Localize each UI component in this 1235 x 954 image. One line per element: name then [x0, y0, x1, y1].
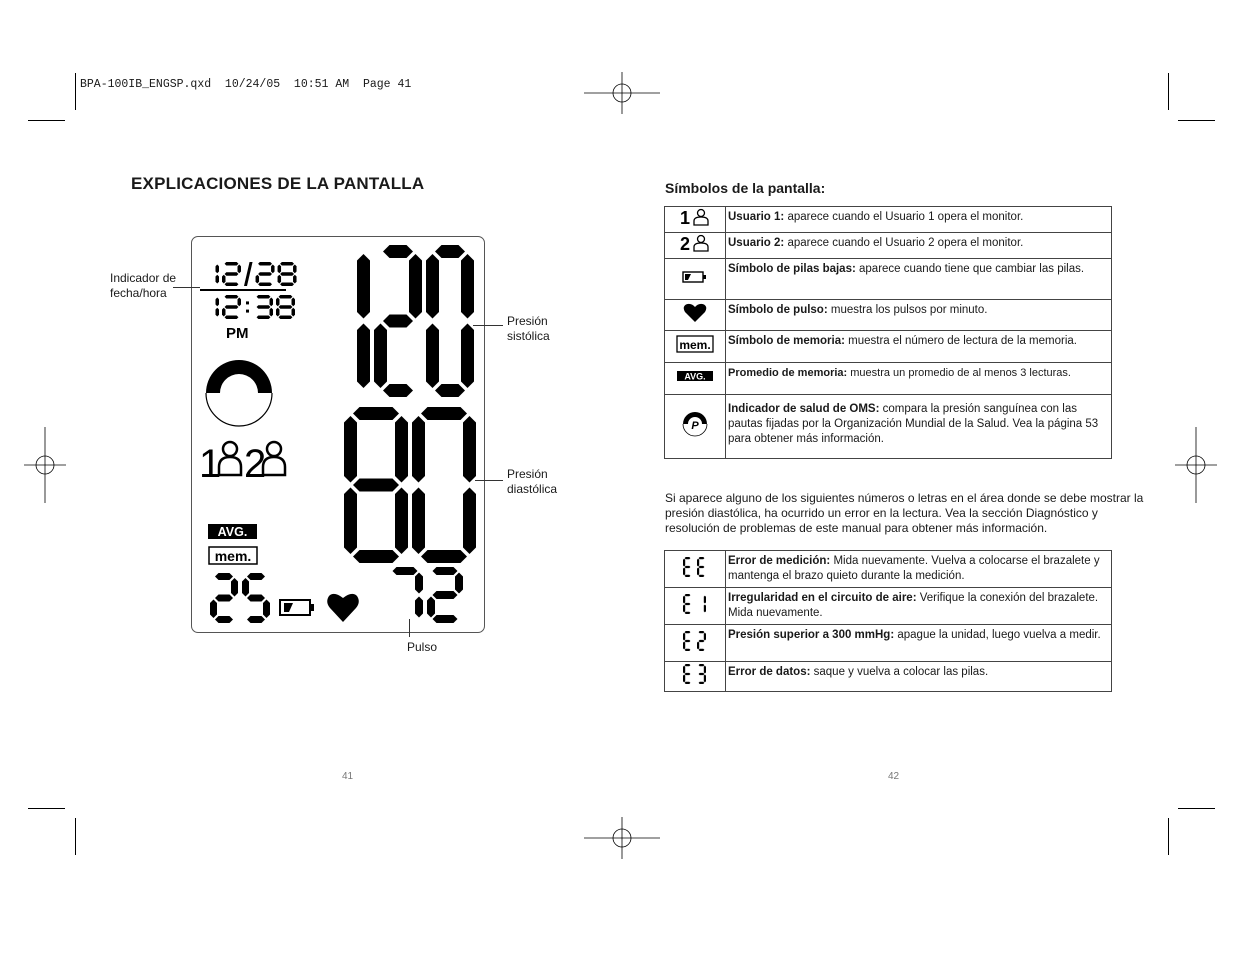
lcd-segment	[461, 324, 474, 389]
lcd-segment	[279, 316, 293, 320]
lcd-segment	[344, 488, 357, 555]
lcd-segment	[463, 416, 476, 483]
lcd-segment	[280, 272, 294, 276]
lcd-colon	[246, 310, 249, 313]
user-1-icon	[678, 208, 712, 226]
lcd-segment	[292, 298, 296, 307]
lcd-segment	[685, 648, 691, 650]
low-battery-icon	[682, 271, 708, 283]
systolic-reading	[357, 245, 474, 397]
error-desc: apague la unidad, luego vuelva a medir.	[894, 629, 1101, 641]
symbol-term: Usuario 2:	[728, 237, 785, 249]
callout-line	[409, 619, 410, 637]
lcd-segment	[697, 558, 699, 566]
lcd-segment	[225, 262, 239, 266]
lcd-segment	[225, 283, 239, 287]
symbol-desc: aparece cuando el Usuario 1 opera el monitor.	[784, 211, 1024, 223]
table-row	[665, 551, 1112, 588]
callout-line	[475, 480, 503, 481]
page-number: 41	[342, 771, 354, 782]
lcd-segment	[463, 488, 476, 555]
lcd-segment	[247, 573, 265, 580]
lcd-segment	[426, 254, 439, 319]
lcd-time	[216, 295, 296, 319]
lcd-segment	[231, 578, 238, 597]
user-2-icon	[678, 234, 712, 252]
lcd-segment	[225, 316, 239, 320]
lcd-segment	[683, 558, 685, 566]
user-icons	[199, 442, 285, 486]
table-row	[665, 259, 1112, 300]
lcd-segment	[258, 283, 272, 287]
svg-text:P: P	[691, 420, 699, 432]
lcd-segment	[685, 673, 691, 675]
lcd-segment	[704, 604, 706, 612]
low-battery-icon	[280, 600, 314, 615]
who-indicator-icon	[206, 360, 272, 426]
lcd-segment	[257, 316, 271, 320]
error-desc: saque y vuelva a colocar las pilas.	[810, 666, 989, 678]
error-code-e1	[680, 592, 710, 616]
lcd-segment	[257, 305, 271, 309]
lcd-segment	[270, 298, 274, 307]
page-title: EXPLICACIONES DE LA PANTALLA	[131, 174, 425, 193]
user-1-icon	[219, 442, 241, 475]
table-row	[665, 233, 1112, 259]
lcd-segment	[685, 682, 691, 684]
lcd-segment	[704, 675, 706, 683]
lcd-segment	[216, 265, 220, 274]
lcd-segment	[256, 275, 259, 284]
lcd-segment	[699, 557, 705, 559]
callout-pulse: Pulso	[407, 640, 438, 654]
lcd-segment	[433, 567, 458, 575]
lcd-segment	[683, 567, 685, 575]
lcd-segment	[699, 565, 705, 567]
lcd-segment	[279, 305, 293, 309]
lcd-segment	[357, 324, 370, 389]
lcd-segment	[278, 265, 282, 274]
lcd-segment	[374, 324, 387, 389]
lcd-segment	[238, 298, 242, 307]
lcd-segment	[271, 265, 275, 274]
symbol-term: Símbolo de pulso:	[728, 304, 828, 316]
lcd-segment	[215, 616, 233, 623]
error-term: Irregularidad en el circuito de aire:	[728, 592, 917, 604]
lcd-colon	[246, 301, 249, 304]
lcd-segment	[395, 488, 408, 555]
lcd-segment	[433, 591, 458, 599]
lcd-segment	[412, 416, 425, 483]
lcd-segment	[699, 673, 705, 675]
lcd-segment	[697, 567, 699, 575]
lcd-segment	[455, 573, 463, 594]
lcd-segment	[383, 384, 413, 397]
svg-text:AVG.: AVG.	[217, 525, 248, 539]
lcd-segment	[258, 272, 272, 276]
lcd-segment	[353, 407, 399, 420]
lcd-segment	[435, 245, 465, 258]
symbol-desc: aparece cuando el Usuario 2 opera el monitor.	[784, 237, 1024, 249]
svg-text:AVG.: AVG.	[684, 371, 706, 382]
symbol-desc: aparece cuando tiene que cambiar las pilas.	[855, 263, 1085, 275]
lcd-segment	[257, 295, 271, 299]
lcd-segment	[683, 604, 685, 612]
lcd-segment	[293, 275, 297, 284]
lcd-segment	[427, 597, 435, 618]
lcd-slash	[244, 262, 253, 286]
error-term: Error de medición:	[728, 555, 831, 567]
lcd-segment	[225, 272, 239, 276]
lcd-segment	[222, 308, 226, 317]
lcd-segment	[263, 600, 270, 619]
callout-diastolic: Presión diastólica	[507, 467, 558, 496]
table-row	[665, 662, 1112, 692]
table-row	[665, 331, 1112, 363]
lcd-segment	[258, 262, 272, 266]
table-row	[665, 395, 1112, 459]
lcd-segment	[280, 262, 294, 266]
table-row	[665, 625, 1112, 662]
lcd-segment	[699, 664, 705, 666]
error-code-e2	[680, 629, 710, 653]
lcd-segment	[292, 308, 296, 317]
lcd-segment	[238, 265, 242, 274]
lcd-segment	[685, 594, 691, 596]
lcd-segment	[393, 567, 418, 575]
lcd-display	[191, 236, 485, 633]
average-icon	[676, 370, 714, 382]
table-row	[665, 363, 1112, 395]
lcd-segment	[215, 573, 233, 580]
lcd-segment	[461, 254, 474, 319]
symbol-desc: muestra los pulsos por minuto.	[827, 304, 988, 316]
date-divider	[200, 289, 286, 291]
lcd-segment	[685, 664, 691, 666]
lcd-segment	[683, 675, 685, 683]
lcd-segment	[242, 578, 249, 597]
lcd-segment	[383, 315, 413, 328]
error-code-ee	[680, 555, 710, 579]
lcd-segment	[412, 488, 425, 555]
lcd-segment	[247, 595, 265, 602]
errors-table	[664, 550, 1112, 692]
lcd-segment	[225, 295, 239, 299]
lcd-segment	[685, 565, 691, 567]
symbol-desc: compara la presión sanguínea con las pautas fijadas por la Organización Mundial de la Salud. Vea la página 53 para obtener más información.	[728, 403, 1099, 445]
lcd-segment	[685, 611, 691, 613]
lcd-segment	[279, 295, 293, 299]
error-desc: Mida nuevamente. Vuelva a colocarse el brazalete y mantenga el brazo quieto durante la medición.	[728, 555, 1100, 582]
lcd-date	[216, 262, 297, 286]
lcd-segment	[683, 632, 685, 640]
lcd-segment	[353, 550, 399, 563]
lcd-segment	[421, 407, 467, 420]
svg-text:2: 2	[680, 234, 691, 252]
lcd-segment	[435, 384, 465, 397]
lcd-segment	[685, 557, 691, 559]
lcd-segment	[685, 639, 691, 641]
diastolic-reading	[344, 407, 476, 563]
svg-text:mem.: mem.	[214, 548, 252, 564]
page-number: 42	[888, 771, 900, 782]
registration-mark-icon	[584, 72, 660, 114]
lcd-segment	[276, 298, 280, 307]
lcd-segment	[433, 615, 458, 623]
user-2-icon	[263, 442, 285, 475]
error-desc: Verifique la conexión del brazalete. Mida nuevamente.	[728, 592, 1099, 619]
lcd-segment	[685, 602, 691, 604]
lcd-segment	[704, 595, 706, 603]
lcd-segment	[683, 641, 685, 649]
symbol-term: Promedio de memoria:	[728, 367, 848, 379]
table-row	[665, 588, 1112, 625]
lcd-segment	[415, 597, 423, 618]
lcd-segment	[395, 416, 408, 483]
lcd-segment	[683, 595, 685, 603]
table-row	[665, 207, 1112, 233]
lcd-ampm: PM	[226, 325, 249, 342]
symbols-table	[664, 206, 1112, 459]
error-term: Error de datos:	[728, 666, 811, 678]
lcd-segment	[415, 573, 423, 594]
lcd-segment	[280, 283, 294, 287]
lcd-segment	[426, 324, 439, 389]
svg-text:mem.: mem.	[679, 338, 711, 352]
memory-number	[210, 573, 270, 623]
svg-text:1: 1	[680, 208, 691, 226]
lcd-segment	[685, 574, 691, 576]
callout-line	[473, 325, 503, 326]
lcd-segment	[222, 275, 226, 284]
lcd-segment	[278, 275, 282, 284]
file-slug: BPA-100IB_ENGSP.qxd 10/24/05 10:51 AM Page 41	[80, 78, 412, 91]
lcd-segment	[699, 682, 705, 684]
lcd-segment	[344, 416, 357, 483]
memory-icon	[676, 335, 714, 353]
lcd-segment	[699, 639, 705, 641]
lcd-display-svg	[192, 237, 484, 632]
callout-line	[173, 287, 200, 288]
registration-mark-icon	[1175, 427, 1217, 503]
heart-icon	[327, 594, 359, 622]
symbol-term: Indicador de salud de OMS:	[728, 403, 880, 415]
error-intro-paragraph: Si aparece alguno de los siguientes números o letras en el área donde se debe mostrar la presión diastólica, ha ocurrido un error en la lectura. Vea la sección Diagnóstico y resolución de problemas de este manual para obtener más información.	[665, 491, 1144, 535]
pulse-reading	[393, 567, 464, 623]
symbol-term: Usuario 1:	[728, 211, 785, 223]
lcd-segment	[276, 308, 280, 317]
symbol-desc: muestra el número de lectura de la memoria.	[844, 335, 1077, 347]
table-row	[665, 300, 1112, 331]
lcd-segment	[704, 632, 706, 640]
callout-date-time: Indicador de fecha/hora	[110, 271, 177, 300]
lcd-segment	[215, 595, 233, 602]
lcd-segment	[699, 648, 705, 650]
lcd-segment	[685, 631, 691, 633]
callout-systolic: Presión sistólica	[507, 314, 550, 343]
symbol-desc: muestra un promedio de al menos 3 lecturas.	[847, 367, 1071, 379]
symbol-term: Símbolo de memoria:	[728, 335, 845, 347]
lcd-segment	[216, 275, 220, 284]
lcd-segment	[270, 308, 274, 317]
lcd-segment	[216, 298, 220, 307]
lcd-segment	[704, 666, 706, 674]
lcd-segment	[225, 305, 239, 309]
lcd-segment	[357, 254, 370, 319]
lcd-segment	[216, 308, 220, 317]
lcd-segment	[383, 245, 413, 258]
error-code-e3	[680, 662, 710, 686]
who-indicator-icon	[680, 409, 710, 439]
lcd-segment	[293, 265, 297, 274]
average-icon	[208, 524, 257, 539]
lcd-segment	[683, 666, 685, 674]
lcd-segment	[210, 600, 217, 619]
user-1-number: 1	[199, 442, 222, 486]
memory-icon	[209, 547, 257, 564]
lcd-segment	[353, 479, 399, 492]
lcd-segment	[409, 254, 422, 319]
heart-icon	[683, 303, 707, 323]
lcd-segment	[247, 616, 265, 623]
lcd-segment	[699, 574, 705, 576]
error-term: Presión superior a 300 mmHg:	[728, 629, 895, 641]
user-2-number: 2	[244, 442, 267, 486]
symbol-term: Símbolo de pilas bajas:	[728, 263, 856, 275]
registration-mark-icon	[584, 817, 660, 859]
registration-mark-icon	[24, 427, 66, 503]
section-title: Símbolos de la pantalla:	[665, 180, 826, 196]
lcd-segment	[421, 550, 467, 563]
lcd-segment	[697, 641, 699, 649]
lcd-segment	[699, 631, 705, 633]
